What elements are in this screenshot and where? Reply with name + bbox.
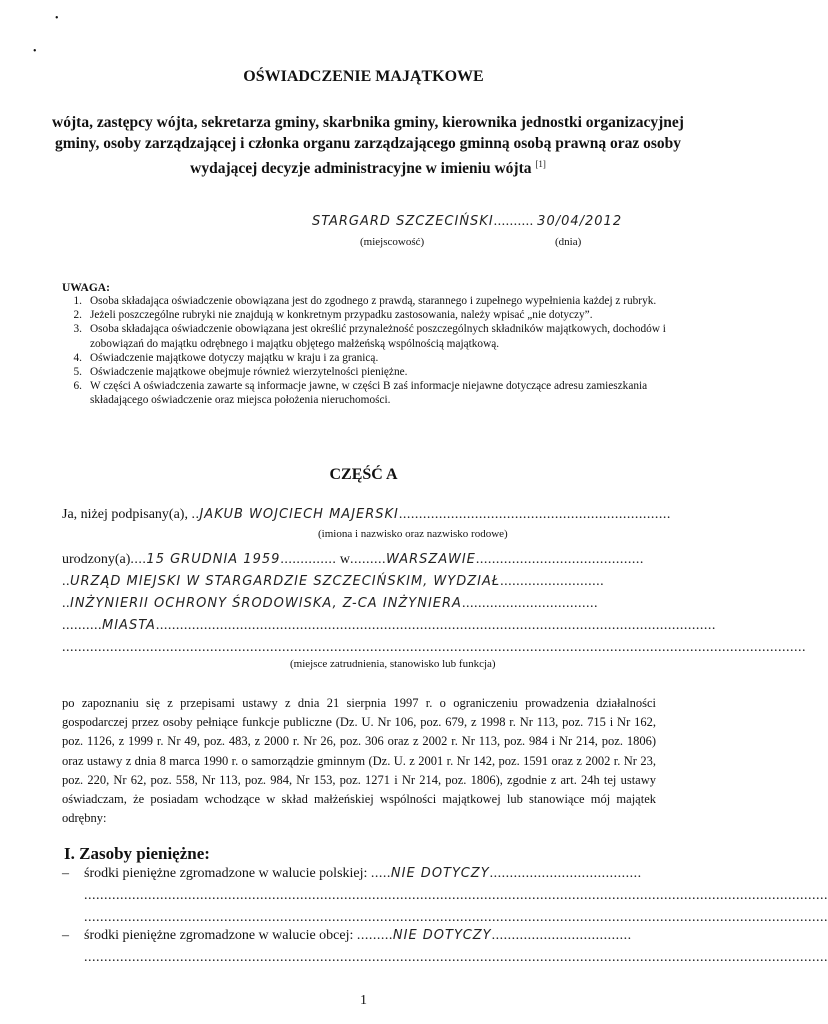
note-item: 3. Osoba składająca oświadczenie obowiązana jest określić przynależność poszczególnych składników majątkowych, dochodów i zobowiązań do majątku odrębnego i majątku objętego małżeńską wspólnością majątkową.: [73, 323, 666, 350]
document-subtitle: [48, 112, 688, 179]
scan-mark: •: [33, 46, 37, 57]
employment-line: ..INŻYNIERII OCHRONY ŚRODOWISKA, Z-CA INŻYNIERA..................................: [62, 596, 598, 611]
place-caption: (miejscowość): [360, 236, 425, 248]
employment-line: ..........................................................................................................................................................................................: [62, 640, 806, 655]
employment-caption: (miejsce zatrudnienia, stanowisko lub funkcja): [290, 658, 496, 670]
signer-line: Ja, niżej podpisany(a), ..JAKUB WOJCIECH MAJERSKI....................................................................: [62, 507, 671, 522]
legal-paragraph: po zapoznaniu się z przepisami ustawy z dnia 21 sierpnia 1997 r. o ograniczeniu prowadzenia działalności gospodarczej przez osoby pełniące funkcje publiczne (Dz. U. Nr 106, poz. 679, z 1998 r. Nr 113, poz. 715 i Nr 162, poz. 1126, z 1999 r. Nr 49, poz. 483, z 2000 r. Nr 26, poz. 306 oraz z 2002 r. Nr 113, poz. 984 i Nr 214, poz. 1806) oraz ustawy z dnia 8 marca 1990 r. o samorządzie gminnym (Dz. U. z 2001 r. Nr 142, poz. 1591 oraz z 2002 r. Nr 23, poz. 220, Nr 62, poz. 558, Nr 113, poz. 984, Nr 153, poz. 1271 i Nr 214, poz. 1806), zgodnie z art. 24h tej ustawy oświadczam, że posiadam wchodzące w skład małżeńskiej wspólności majątkowej lub stanowiące mój majątek odrębny:: [62, 696, 656, 826]
date-caption: (dnia): [555, 236, 582, 248]
page-number: 1: [360, 993, 367, 1008]
blank-line: ..........................................................................................................................................................................................: [84, 910, 828, 925]
note-item: 4. Oświadczenie majątkowe dotyczy majątku w kraju i za granicą.: [73, 351, 379, 364]
foreign-funds-line: – środki pieniężne zgromadzone w walucie obcej: .........NIE DOTYCZY...................................: [62, 928, 632, 943]
part-a-heading: CZĘŚĆ A: [329, 466, 398, 483]
footnote-ref: [1]: [535, 159, 546, 169]
document-title: OŚWIADCZENIE MAJĄTKOWE: [243, 68, 484, 85]
blank-line: ..........................................................................................................................................................................................: [84, 950, 828, 965]
employment-value: MIASTA: [102, 618, 156, 633]
note-item: 2. Jeżeli poszczególne rubryki nie znajdują w konkretnym przypadku zastosowania, należy wpisać „nie dotyczy”.: [73, 309, 593, 322]
dash: –: [62, 866, 69, 881]
dash: –: [62, 928, 69, 943]
note-item: 5. Oświadczenie majątkowe obejmuje również wierzytelności pieniężne.: [73, 366, 408, 379]
birth-line: urodzony(a)....15 GRUDNIA 1959.............. w.........WARSZAWIE..........................................: [62, 552, 644, 567]
pln-value: NIE DOTYCZY: [390, 866, 490, 881]
employment-line: ..URZĄD MIEJSKI W STARGARDZIE SZCZECIŃSKIM, WYDZIAŁ..........................: [62, 574, 605, 589]
scan-mark: •: [55, 13, 59, 24]
place-date-row: STARGARD SZCZECIŃSKI.......... 30/04/2012: [312, 214, 623, 229]
foreign-label: środki pieniężne zgromadzone w walucie obcej:: [84, 928, 354, 943]
signer-label: Ja, niżej podpisany(a),: [62, 507, 188, 522]
blank-line: ..........................................................................................................................................................................................: [84, 888, 828, 903]
employment-value: URZĄD MIEJSKI W STARGARDZIE SZCZECIŃSKIM, WYDZIAŁ: [70, 574, 501, 589]
signer-value: JAKUB WOJCIECH MAJERSKI: [199, 507, 399, 522]
notes-list: [62, 294, 672, 408]
pln-funds-line: – środki pieniężne zgromadzone w walucie polskiej: .....NIE DOTYCZY......................................: [62, 866, 642, 881]
employment-line: ..........MIASTA............................................................................................................................................: [62, 618, 716, 633]
date-value: 30/04/2012: [537, 214, 623, 229]
note-item: 1. Osoba składająca oświadczenie obowiązana jest do zgodnego z prawdą, starannego i zupełnego wypełnienia każdej z rubryk.: [73, 295, 657, 307]
foreign-value: NIE DOTYCZY: [392, 928, 492, 943]
born-label: urodzony(a): [62, 552, 131, 567]
pln-label: środki pieniężne zgromadzone w walucie polskiej:: [84, 866, 368, 881]
place-value: STARGARD SZCZECIŃSKI: [312, 214, 494, 229]
section-1-heading: I. Zasoby pieniężne:: [64, 844, 210, 863]
born-in-label: w: [339, 552, 351, 567]
subtitle-text: wójta, zastępcy wójta, sekretarza gminy, skarbnika gminy, kierownika jednostki organizacyjnej gminy, osoby zarządzającej i członka organu zarządzającego gminną osobą prawną oraz osoby wydającej decyzje administracyjne w imieniu wójta: [52, 114, 684, 178]
born-place: WARSZAWIE: [386, 552, 476, 567]
signer-caption: (imiona i nazwisko oraz nazwisko rodowe): [318, 528, 508, 540]
employment-value: INŻYNIERII OCHRONY ŚRODOWISKA, Z-CA INŻYNIERA: [70, 596, 462, 611]
note-item: 6. W części A oświadczenia zawarte są informacje jawne, w części B zaś informacje niejawne dotyczące adresu zamieszkania składającego oświadczenie oraz miejsca położenia nieruchomości.: [73, 380, 648, 407]
born-date: 15 GRUDNIA 1959: [146, 552, 281, 567]
uwaga-heading: UWAGA:: [62, 282, 110, 294]
